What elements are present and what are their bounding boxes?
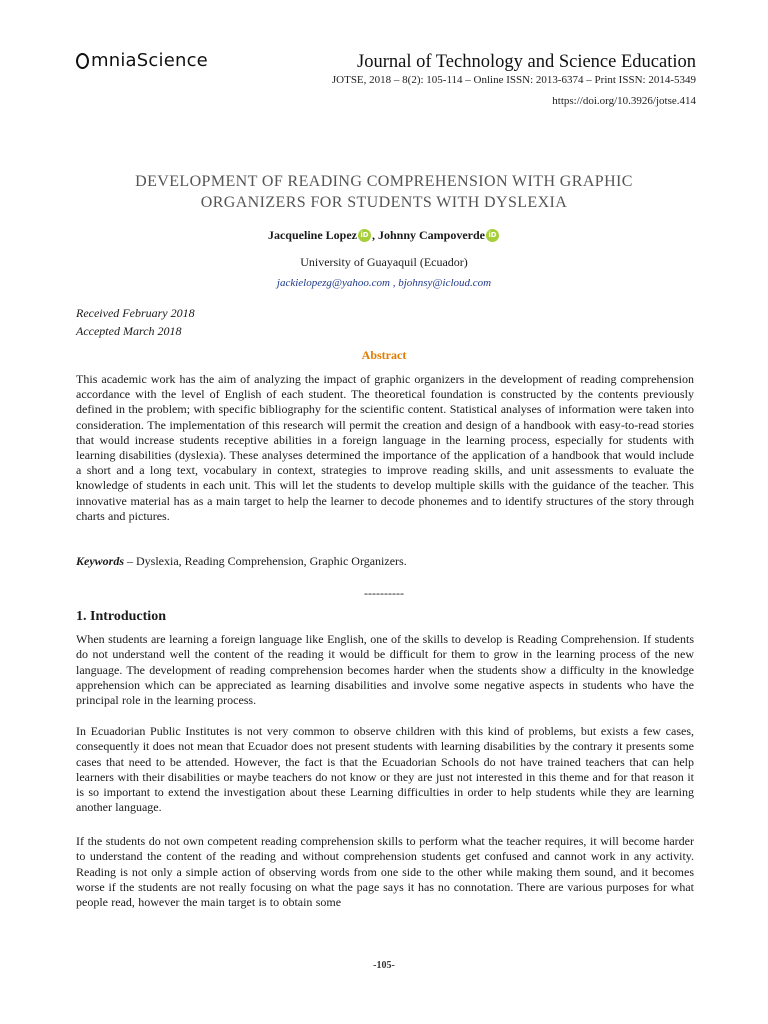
affiliation: University of Guayaquil (Ecuador) xyxy=(300,255,468,269)
authors xyxy=(76,228,692,243)
article-title-line-2: ORGANIZERS FOR STUDENTS WITH DYSLEXIA xyxy=(200,194,568,211)
paragraph-1: When students are learning a foreign language like English, one of the skills to develop is Reading Comprehension. If students do not understand well the content of the reading it would be difficult for them to grow in the learning process of the new language. The development of reading comprehension becomes harder when the students show a difficulty in the knowledge apprehension which can be appreciated as learning disabilities and involve some negative aspects in students who have the principal role in the learning process. xyxy=(76,632,694,708)
article-title-line-1: DEVELOPMENT OF READING COMPREHENSION WITH GRAPHIC xyxy=(135,173,633,190)
page-number: -105- xyxy=(373,960,395,971)
article-title xyxy=(76,171,692,213)
journal-meta: JOTSE, 2018 – 8(2): 105-114 – Online ISSN: 2013-6374 – Print ISSN: 2014-5349 xyxy=(331,74,696,86)
received-date: Received February 2018 xyxy=(76,306,195,320)
accepted-date: Accepted March 2018 xyxy=(76,324,182,338)
orcid-icon[interactable]: iD xyxy=(486,229,499,242)
keywords xyxy=(76,554,407,569)
article-dates xyxy=(76,304,195,340)
omniascience-logo-icon xyxy=(76,53,89,69)
abstract-heading: Abstract xyxy=(361,348,407,362)
author-separator: , xyxy=(371,228,378,242)
separator: ---------- xyxy=(364,586,404,600)
orcid-icon[interactable]: iD xyxy=(358,229,371,242)
author-emails[interactable]: jackielopezg@yahoo.com , bjohnsy@icloud.com xyxy=(276,277,492,289)
omniascience-logo[interactable] xyxy=(76,50,208,71)
paragraph-2: In Ecuadorian Public Institutes is not very common to observe children with this kind of problems, but exists a few cases, consequently it does not mean that Ecuador does not present students with learning disabilities by the contrary it presents some cases that need to be attended. However, the fact is that the Ecuadorian Schools do not have trained teachers that can help learners with their disabilities or maybe teachers do not know or they are just not interested in this theme and for that reason it is so important to extend the investigation about these Learning difficulties in order to help students while they are learning another language. xyxy=(76,724,694,815)
abstract-text: This academic work has the aim of analyzing the impact of graphic organizers in the development of reading comprehension accordance with the level of English of each student. The theoretical foundation is constructed by the contents previously defined in the problem; with specific bibliography for the scientific content. Statistical analyses of information were taken into consideration. The implementation of this research will permit the creation and design of a handbook with easy-to-read stories that would increase students receptive abilities in a foreign language in the learning process, especially for students with learning disabilities (dyslexia). These analyses determined the importance of the application of a handbook that would include a short and a long text, vocabulary in context, strategies to improve reading skills, and unit assessments to evaluate the knowledge of students in each unit. This will let the students to develop multiple skills with the guidance of the teacher. This innovative material has as a main target to help the learner to decode phonemes and to identify structures of the story through charts and pictures. xyxy=(76,372,694,523)
paragraph-3: If the students do not own competent reading comprehension skills to perform what the teacher requires, it will become harder to understand the content of the reading and without comprehension students get confused and cannot work in any activity. Reading is not only a simple action of observing words from one side to the other while making them sound, and it becomes worse if the students are not really focusing on what the page says it has no connotation. There are various purposes for what people read, however the main target is to obtain some xyxy=(76,834,694,910)
logo-text: mniaScience xyxy=(91,50,208,71)
section-heading-introduction: 1. Introduction xyxy=(76,609,166,624)
keywords-text: – Dyslexia, Reading Comprehension, Graphic Organizers. xyxy=(124,554,407,568)
author-name-2: Johnny Campoverde xyxy=(377,228,485,242)
doi-link[interactable]: https://doi.org/10.3926/jotse.414 xyxy=(552,95,696,107)
journal-title: Journal of Technology and Science Education xyxy=(357,52,696,72)
author-name-1: Jacqueline Lopez xyxy=(267,228,357,242)
keywords-label: Keywords xyxy=(76,554,124,568)
